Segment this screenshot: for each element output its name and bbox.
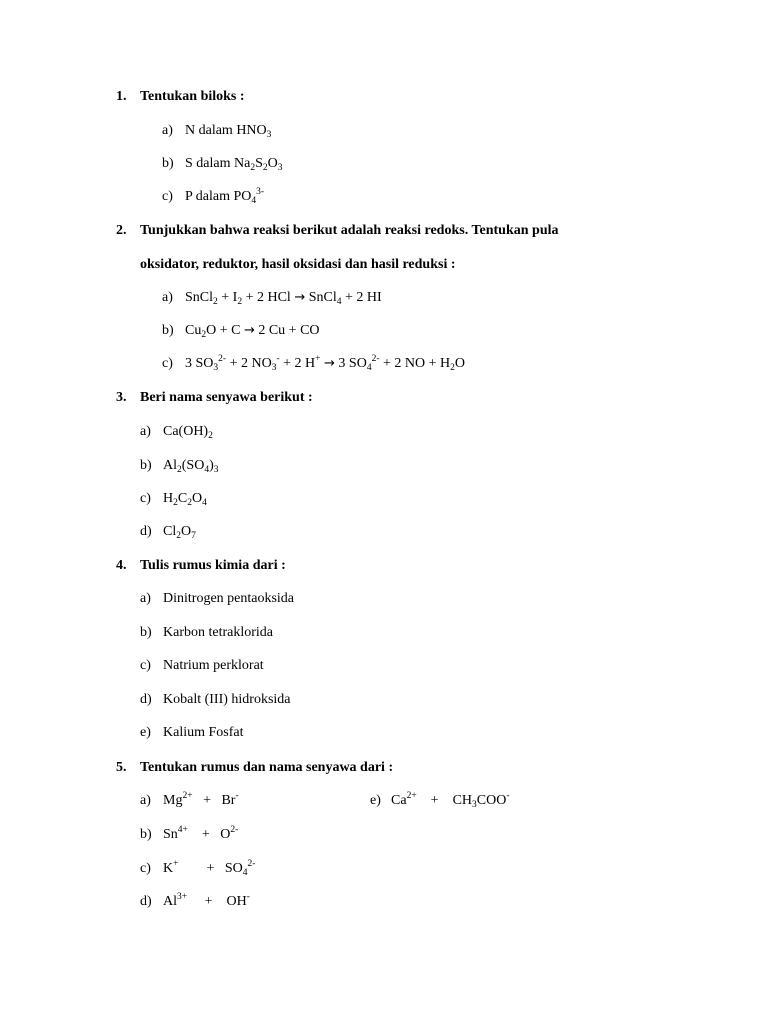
q5-item-a xyxy=(140,792,239,811)
item-text: $Ca(OH)_2$ xyxy=(163,424,213,441)
ion-pair: $Al^{3+}$ + OH- xyxy=(163,892,250,909)
item-label: c) xyxy=(140,861,151,876)
q5-item-b xyxy=(140,826,238,845)
item-label: b) xyxy=(162,156,174,171)
item-text: S dalam $Na_2S_2O_3$ xyxy=(185,156,283,173)
item-text: N dalam $HNO_3$ xyxy=(185,123,272,140)
q4-item-b xyxy=(140,624,273,642)
item-label: b) xyxy=(162,323,174,338)
question-text: Beri nama senyawa berikut : xyxy=(140,390,313,405)
q5-item-d xyxy=(140,893,250,912)
item-text: Natrium perklorat xyxy=(163,658,264,673)
equation: SnCl$_2$ + $I_2 + 2$ HCl → SnCl$_4$ + 2 HI xyxy=(185,290,382,307)
arrow-icon: → xyxy=(294,290,306,305)
item-text: $Cl_2O_7$ xyxy=(163,524,196,541)
item-label: d) xyxy=(140,692,152,707)
question-text: Tulis rumus kimia dari : xyxy=(140,558,286,573)
equation: $Cu_2O + C \to 2$ Cu + CO xyxy=(185,323,320,340)
arrow-icon: → xyxy=(324,356,335,371)
item-label: c) xyxy=(162,356,173,371)
question-text: oksidator, reduktor, hasil oksidasi dan hasil reduksi : xyxy=(140,257,456,272)
q2-item-b xyxy=(162,322,320,341)
q4-item-e xyxy=(140,724,244,742)
question-number: 3. xyxy=(116,390,127,405)
item-text: Kalium Fosfat xyxy=(163,725,244,740)
question-number: 1. xyxy=(116,89,127,104)
ion-pair: $Sn^{4+}$ + $O^{2-}$ xyxy=(163,825,239,842)
item-label: e) xyxy=(140,725,151,740)
item-label: a) xyxy=(162,290,173,305)
q4-item-d xyxy=(140,691,291,709)
question-number: 5. xyxy=(116,760,127,775)
item-label: a) xyxy=(140,793,151,808)
item-label: e) xyxy=(370,793,381,808)
q2-item-c xyxy=(162,355,465,374)
item-label: c) xyxy=(162,189,173,204)
q3-item-b xyxy=(140,457,218,476)
q1-item-b xyxy=(162,155,283,174)
ion-pair: $Mg^{2+} + Br^-$ xyxy=(163,791,239,808)
question-text: Tentukan rumus dan nama senyawa dari : xyxy=(140,760,394,775)
question-text: Tentukan biloks : xyxy=(140,89,245,104)
ion-pair: $Ca^{2+}$ + $CH_3COO^-$ xyxy=(391,791,510,810)
ion-pair: K+ + $SO_4^{2-}$ xyxy=(163,859,256,878)
item-label: a) xyxy=(162,123,173,138)
item-text: Karbon tetraklorida xyxy=(163,625,274,640)
item-label: d) xyxy=(140,894,152,909)
q5-item-c xyxy=(140,860,255,879)
arrow-icon: → xyxy=(243,323,255,338)
q4-item-a xyxy=(140,590,294,608)
item-text: Kobalt (III) hidroksida xyxy=(163,692,291,707)
equation: 3 $SO_3^{2-} + 2$ $NO_3^- + 2$ H+ → 3 $SO_4^{2-} + 2$ NO + $H_2O$ xyxy=(185,354,465,373)
item-label: c) xyxy=(140,491,151,506)
item-label: b) xyxy=(140,827,152,842)
item-label: a) xyxy=(140,424,151,439)
q1-item-a xyxy=(162,122,271,141)
question-number: 4. xyxy=(116,558,127,573)
item-text: P dalam $PO_4^{3-}$ xyxy=(185,187,265,206)
q1-item-c xyxy=(162,188,264,207)
item-label: a) xyxy=(140,591,151,606)
q2-item-a xyxy=(162,289,382,308)
q4-item-c xyxy=(140,657,264,675)
q3-item-c xyxy=(140,490,207,509)
q3-item-a xyxy=(140,423,213,442)
item-text: Dinitrogen pentaoksida xyxy=(163,591,295,606)
question-number: 2. xyxy=(116,223,127,238)
item-label: c) xyxy=(140,658,151,673)
question-text: Tunjukkan bahwa reaksi berikut adalah reaksi redoks. Tentukan pula xyxy=(140,223,559,238)
q3-item-d xyxy=(140,523,196,542)
item-label: d) xyxy=(140,524,152,539)
item-text: $H_2C_2O_4$ xyxy=(163,491,207,508)
item-label: b) xyxy=(140,458,152,473)
item-text: $Al_2(SO_4)_3$ xyxy=(163,458,219,475)
item-label: b) xyxy=(140,625,152,640)
q5-item-e xyxy=(370,792,510,811)
